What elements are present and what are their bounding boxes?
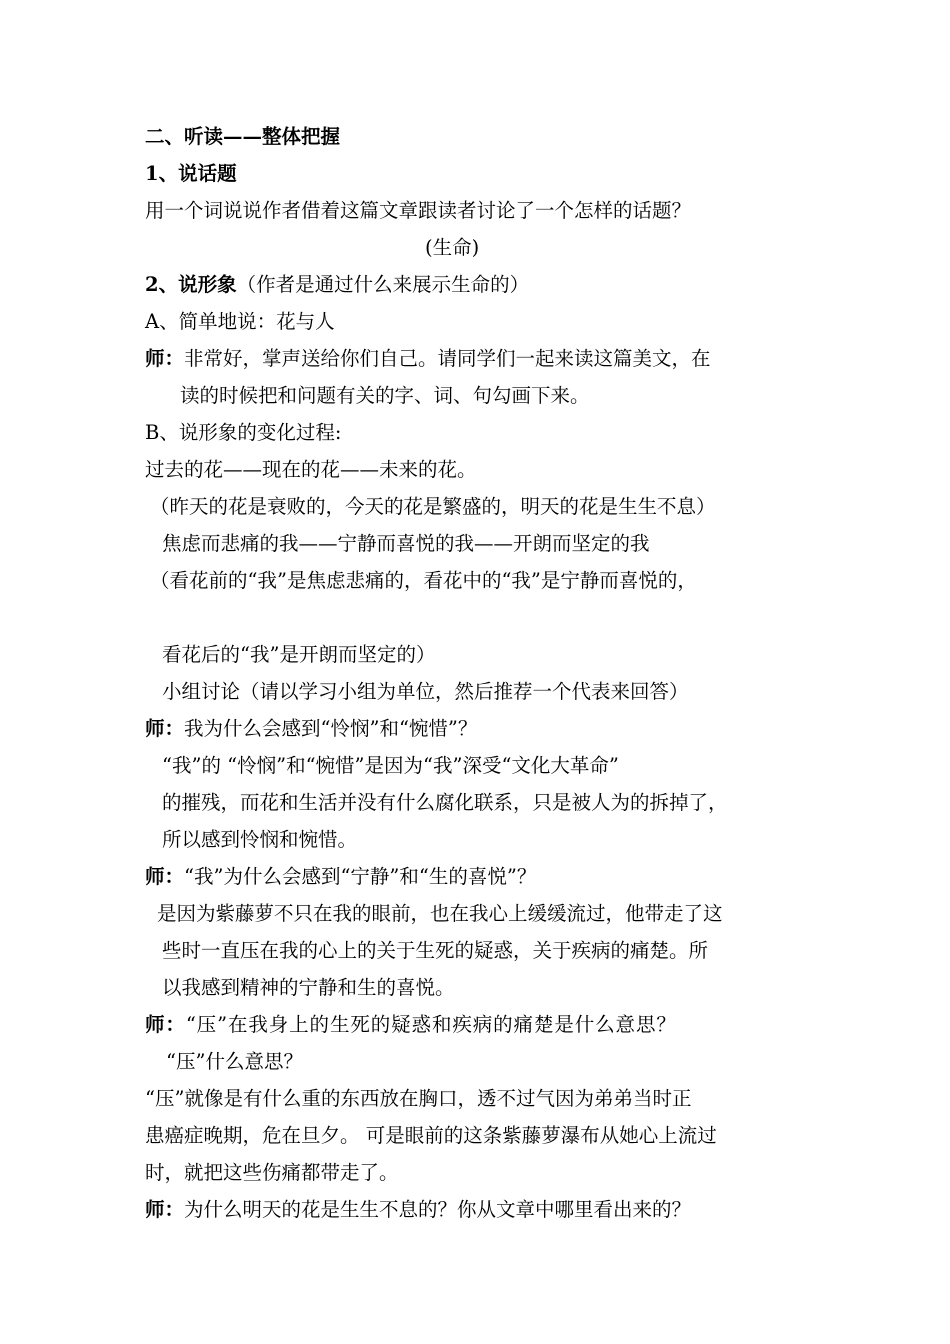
question-4-sub: “压”什么意思？ <box>166 1050 303 1073</box>
answer-4-line-1: “压”就像是有什么重的东西放在胸口，透不过气因为弟弟当时正 <box>145 1087 692 1110</box>
section-title: 二、听读——整体把握 <box>145 125 341 148</box>
answer-4-line-2: 患癌症晚期，危在旦夕。 可是眼前的这条紫藤萝瀑布从她心上流过 <box>145 1124 717 1147</box>
teacher-label: 师： <box>145 1198 185 1221</box>
answer-topic: (生命) <box>425 236 480 259</box>
teacher-text: “压”在我身上的生死的疑惑和疾病的痛楚是什么意思？ <box>185 1013 677 1036</box>
point-a: A、简单地说：花与人 <box>145 310 335 333</box>
teacher-question-5 <box>145 1200 691 1220</box>
flow-flowers-note: （昨天的花是衰败的，今天的花是繁盛的，明天的花是生生不息） <box>150 495 716 518</box>
teacher-text: 为什么明天的花是生生不息的？你从文章中哪里看出来的？ <box>184 1198 692 1221</box>
teacher-question-3 <box>145 867 536 887</box>
heading-image-note: （作者是通过什么来展示生命的） <box>236 273 530 296</box>
teacher-label: 师： <box>145 1013 186 1036</box>
flow-me-note-1: （看花前的“我”是焦虑悲痛的，看花中的“我”是宁静而喜悦的， <box>150 569 697 592</box>
teacher-line-1 <box>145 349 711 369</box>
answer-4-line-3: 时，就把这些伤痛都带走了。 <box>145 1161 399 1184</box>
teacher-text: 我为什么会感到“怜悯”和“惋惜”？ <box>184 717 478 740</box>
flow-me-note-2: 看花后的“我”是开朗而坚定的） <box>162 643 436 666</box>
teacher-text: 非常好，掌声送给你们自己。请同学们一起来读这篇美文，在 <box>184 347 711 370</box>
answer-2-line-1: “我”的 “怜悯”和“惋惜”是因为“我”深受“文化大革命” <box>162 754 619 777</box>
point-b: B、说形象的变化过程: <box>145 421 342 444</box>
heading-image <box>145 275 529 295</box>
answer-2-line-2: 的摧残，而花和生活并没有什么腐化联系，只是被人为的拆掉了， <box>162 791 728 814</box>
group-discussion: 小组讨论（请以学习小组为单位，然后推荐一个代表来回答） <box>162 680 689 703</box>
flow-me: 焦虑而悲痛的我——宁静而喜悦的我——开朗而坚定的我 <box>162 532 650 555</box>
flow-flowers: 过去的花——现在的花——未来的花。 <box>145 458 477 481</box>
teacher-label: 师： <box>145 717 185 740</box>
answer-3-line-2: 些时一直压在我的心上的关于生死的疑惑，关于疾病的痛楚。所 <box>162 939 709 962</box>
teacher-question-4 <box>145 1015 677 1035</box>
answer-3-line-3: 以我感到精神的宁静和生的喜悦。 <box>162 976 455 999</box>
teacher-label: 师： <box>145 865 185 888</box>
heading-image-bold: 2、说形象 <box>145 273 237 296</box>
heading-topic: 1、说话题 <box>145 162 237 185</box>
teacher-label: 师： <box>145 347 185 370</box>
teacher-question-2 <box>145 719 477 739</box>
question-topic: 用一个词说说作者借着这篇文章跟读者讨论了一个怎样的话题？ <box>145 199 692 222</box>
answer-3-line-1: 是因为紫藤萝不只在我的眼前，也在我心上缓缓流过，他带走了这 <box>157 902 723 925</box>
answer-2-line-3: 所以感到怜悯和惋惜。 <box>162 828 358 851</box>
teacher-text: “我”为什么会感到“宁静”和“生的喜悦”？ <box>184 865 537 888</box>
teacher-line-1-cont: 读的时候把和问题有关的字、词、句勾画下来。 <box>180 384 590 407</box>
